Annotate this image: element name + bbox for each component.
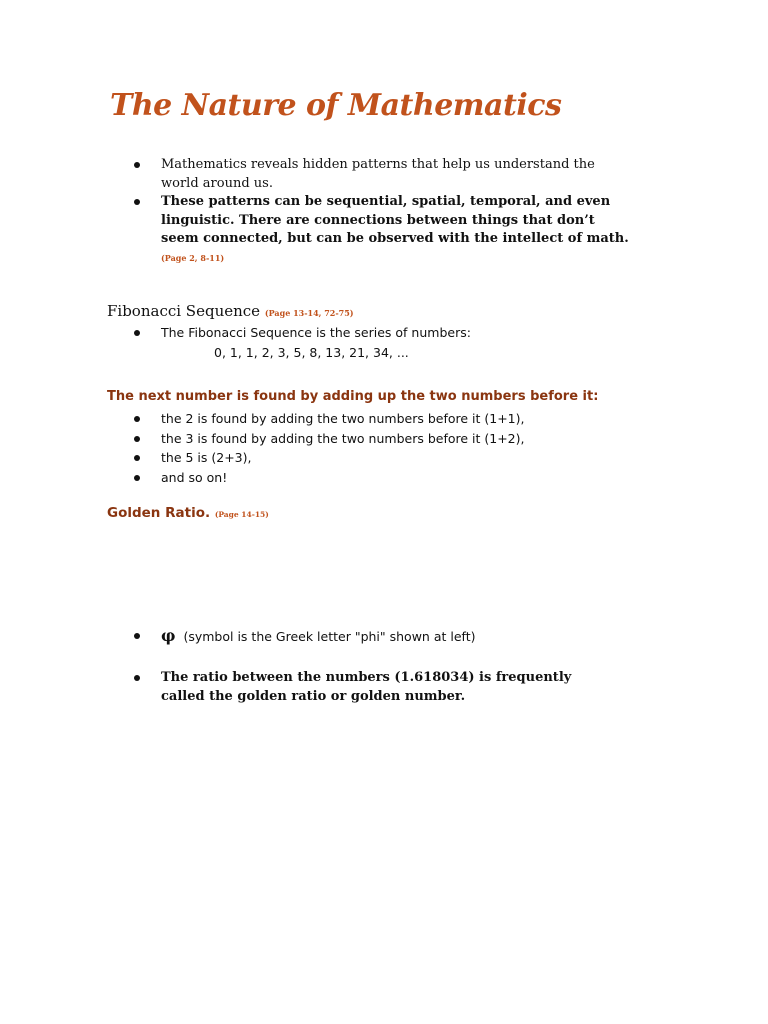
rule-item-text: the 5 is (2+3),	[161, 450, 252, 465]
ratio-list	[130, 669, 590, 706]
page-reference: (Page 14-15)	[214, 510, 269, 519]
list-item	[130, 323, 610, 362]
fibonacci-item-text: The Fibonacci Sequence is the series of numbers:	[161, 325, 471, 340]
intro-item	[130, 156, 630, 193]
rule-item-text: the 3 is found by adding the two numbers before it (1+2),	[161, 430, 525, 446]
ratio-text: The ratio between the numbers (1.618034) is frequently called the golden ratio or golden number.	[161, 670, 572, 704]
list-item	[130, 448, 610, 468]
list-item	[130, 429, 610, 449]
fibonacci-list	[130, 323, 610, 362]
intro-item	[130, 193, 630, 267]
list-item	[130, 468, 610, 488]
intro-item-text: These patterns can be sequential, spatial, temporal, and even linguistic. There are connections between things that don’t seem connected, but can be observed with the intellect of math.	[161, 194, 629, 246]
list-item	[130, 669, 590, 706]
fibonacci-heading	[107, 302, 354, 320]
page-reference: (Page 2, 8-11)	[161, 252, 225, 263]
fibonacci-numbers: 0, 1, 1, 2, 3, 5, 8, 13, 21, 34, ...	[214, 344, 409, 360]
rule-item-text: the 2 is found by adding the two numbers before it (1+1),	[161, 411, 525, 426]
phi-text: (symbol is the Greek letter "phi" shown at left)	[183, 629, 476, 644]
rule-item-text: and so on!	[161, 469, 228, 485]
fibonacci-heading-text: Fibonacci Sequence	[107, 302, 261, 320]
list-item	[130, 626, 610, 647]
rule-note: The next number is found by adding up the two numbers before it:	[107, 389, 599, 404]
rule-list	[130, 409, 610, 487]
page-title: The Nature of Mathematics	[110, 88, 562, 123]
phi-symbol: φ	[161, 626, 176, 645]
list-item	[130, 409, 610, 429]
page-reference: (Page 13-14, 72-75)	[264, 308, 354, 318]
golden-heading-text: Golden Ratio.	[107, 505, 211, 521]
phi-list	[130, 626, 610, 647]
golden-ratio-heading	[107, 505, 269, 521]
intro-item-text: Mathematics reveals hidden patterns that help us understand the world around us.	[161, 157, 595, 191]
intro-list	[130, 156, 630, 267]
